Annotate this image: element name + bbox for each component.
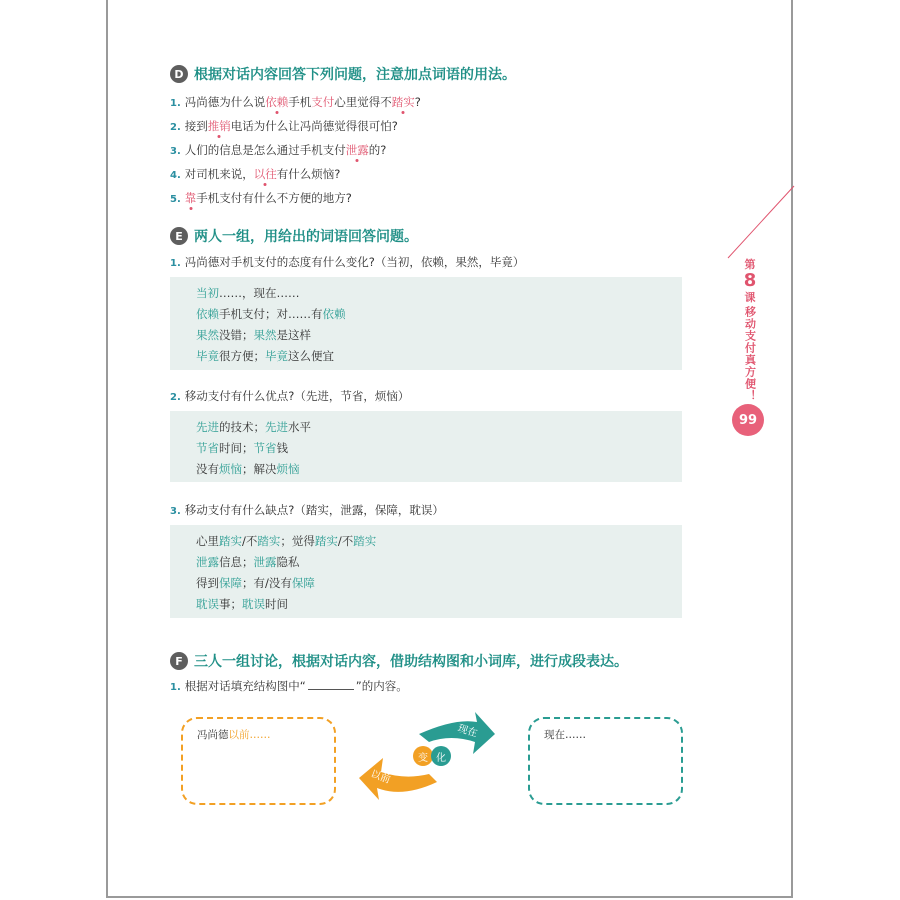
- question-d5: 5. 靠手机支付有什么不方便的地方?: [170, 191, 352, 205]
- lesson-label-a: 第: [744, 258, 756, 271]
- section-e-badge: E: [170, 227, 188, 245]
- fill-blank: [308, 679, 354, 690]
- change-arrows: [355, 712, 505, 804]
- question-f1: 1. 根据对话填充结构图中“ ”的内容。: [170, 679, 408, 693]
- question-e2: 2. 移动支付有什么优点?（先进，节省，烦恼）: [170, 389, 410, 403]
- word-line: 当初……，现在……: [196, 286, 300, 300]
- section-d-heading: [170, 64, 516, 84]
- page-number: 99: [732, 404, 764, 436]
- word-line: 心里踏实/不踏实；觉得踏实/不踏实: [196, 534, 377, 548]
- change-char-2: 化: [436, 753, 446, 764]
- word-line: 先进的技术；先进水平: [196, 420, 311, 434]
- section-e-heading: [170, 226, 418, 246]
- word-line: 果然没错；果然是这样: [196, 328, 311, 342]
- lesson-title: 移动支付真方便！: [743, 306, 757, 402]
- section-d-badge: D: [170, 65, 188, 83]
- word-line: 泄露信息；泄露隐私: [196, 555, 300, 569]
- section-d-title: 根据对话内容回答下列问题，注意加点词语的用法。: [194, 67, 516, 83]
- word-line: 没有烦恼；解决烦恼: [196, 462, 300, 476]
- section-f-title: 三人一组讨论，根据对话内容，借助结构图和小词库，进行成段表达。: [194, 654, 628, 670]
- word-box-e2: [170, 411, 682, 482]
- word-line: 毕竟很方便；毕竟这么便宜: [196, 349, 334, 363]
- question-d1: 1. 冯尚德为什么说依赖手机支付心里觉得不踏实?: [170, 95, 421, 109]
- arrow-bottom-label: 以前: [369, 768, 392, 786]
- question-d3: 3. 人们的信息是怎么通过手机支付泄露的?: [170, 143, 387, 157]
- arrow-top-label: 现在: [456, 723, 479, 740]
- decorative-diagonal-line: [726, 184, 796, 260]
- now-box: 现在……: [528, 717, 683, 805]
- section-f-badge: F: [170, 652, 188, 670]
- section-f-heading: [170, 651, 628, 671]
- word-line: 节省时间；节省钱: [196, 441, 288, 455]
- change-char-1: 变: [418, 753, 428, 764]
- section-e-title: 两人一组，用给出的词语回答问题。: [194, 229, 418, 245]
- lesson-label-b: 课: [744, 291, 756, 304]
- question-e1: 1. 冯尚德对手机支付的态度有什么变化?（当初，依赖，果然，毕竟）: [170, 255, 525, 269]
- question-d2: 2. 接到推销电话为什么让冯尚德觉得很可怕?: [170, 119, 398, 133]
- word-line: 依赖手机支付；对……有依赖: [196, 307, 346, 321]
- question-d4: 4. 对司机来说，以往有什么烦恼?: [170, 167, 341, 181]
- word-box-e1: [170, 277, 682, 370]
- before-box: 冯尚德以前……: [181, 717, 336, 805]
- lesson-side-tab: [738, 258, 762, 402]
- word-box-e3: [170, 525, 682, 618]
- word-line: 得到保障；有/没有保障: [196, 576, 315, 590]
- question-e3: 3. 移动支付有什么缺点?（踏实，泄露，保障，耽误）: [170, 503, 444, 517]
- lesson-number: 8: [743, 270, 757, 291]
- word-line: 耽误事；耽误时间: [196, 597, 288, 611]
